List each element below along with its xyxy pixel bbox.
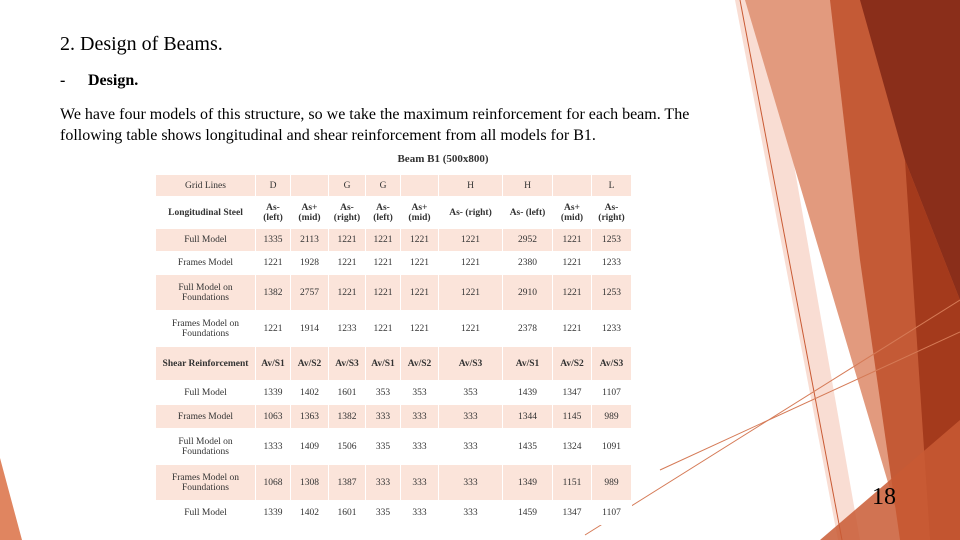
empty-cell [401, 175, 439, 197]
column-header: Av/S1 [256, 347, 291, 381]
table-cell: 333 [366, 405, 401, 429]
table-cell: 353 [439, 381, 503, 405]
table-cell: 1221 [553, 229, 592, 252]
table-row [156, 405, 632, 429]
table-cell: 1063 [256, 405, 291, 429]
table-cell: 1221 [366, 311, 401, 347]
column-header: As+ (mid) [553, 197, 592, 229]
table-caption: Beam B1 (500x800) [397, 153, 489, 165]
column-header: Av/S1 [366, 347, 401, 381]
row-label: Full Model [156, 229, 256, 252]
table-cell: 1221 [439, 229, 503, 252]
table-cell: 1233 [329, 311, 366, 347]
table-cell: 1221 [401, 229, 439, 252]
table-cell: 1145 [553, 405, 592, 429]
table-cell: 333 [401, 429, 439, 465]
table-cell: 333 [439, 465, 503, 501]
table-cell: 1221 [439, 311, 503, 347]
table-cell: 1221 [401, 275, 439, 311]
empty-cell [553, 175, 592, 197]
table-cell: 1439 [503, 381, 553, 405]
grid-line-cell: H [439, 175, 503, 197]
table-cell: 1601 [329, 381, 366, 405]
table-cell: 2757 [291, 275, 329, 311]
shear-label: Shear Reinforcement [156, 347, 256, 381]
left-edge-triangle [0, 458, 22, 540]
row-label: Frames Model on Foundations [156, 311, 256, 347]
table-cell: 1221 [256, 311, 291, 347]
table-cell: 1324 [553, 429, 592, 465]
table-row [156, 381, 632, 405]
bullet-text: Design. [88, 72, 139, 89]
table-cell: 1221 [553, 252, 592, 275]
table-cell: 1363 [291, 405, 329, 429]
column-header: As- (right) [592, 197, 632, 229]
table-cell: 1387 [329, 465, 366, 501]
table-cell: 333 [439, 405, 503, 429]
table-row [156, 465, 632, 501]
table-cell: 333 [401, 501, 439, 525]
column-header: Av/S1 [503, 347, 553, 381]
slide-number: 18 [872, 484, 896, 510]
table-cell: 1221 [401, 252, 439, 275]
table-cell: 1068 [256, 465, 291, 501]
column-header: Av/S2 [291, 347, 329, 381]
grid-line-cell: G [366, 175, 401, 197]
table-row [156, 311, 632, 347]
column-header: Av/S3 [329, 347, 366, 381]
table-cell: 1402 [291, 381, 329, 405]
table-cell: 2952 [503, 229, 553, 252]
long-header-row [156, 197, 632, 229]
column-header: As- (right) [439, 197, 503, 229]
grid-line-cell: G [329, 175, 366, 197]
table-cell: 1333 [256, 429, 291, 465]
row-label: Full Model on Foundations [156, 429, 256, 465]
row-label: Frames Model [156, 252, 256, 275]
column-header: Av/S2 [553, 347, 592, 381]
table-cell: 1914 [291, 311, 329, 347]
column-header: As- (left) [256, 197, 291, 229]
table-row [156, 252, 632, 275]
beam-reinforcement-table [155, 174, 632, 525]
table-cell: 333 [439, 501, 503, 525]
table-cell: 353 [366, 381, 401, 405]
table-cell: 1233 [592, 252, 632, 275]
table-cell: 1506 [329, 429, 366, 465]
row-label: Frames Model on Foundations [156, 465, 256, 501]
table-cell: 1382 [256, 275, 291, 311]
table-cell: 1221 [366, 229, 401, 252]
column-header: As- (left) [503, 197, 553, 229]
bullet-item [60, 72, 138, 90]
table-cell: 333 [401, 465, 439, 501]
table-cell: 1107 [592, 501, 632, 525]
column-header: Av/S3 [439, 347, 503, 381]
column-header: As+ (mid) [401, 197, 439, 229]
table-cell: 333 [401, 405, 439, 429]
table-cell: 1402 [291, 501, 329, 525]
table-row [156, 429, 632, 465]
table-cell: 1221 [439, 252, 503, 275]
table-cell: 333 [439, 429, 503, 465]
grid-lines-row [156, 175, 632, 197]
table-cell: 1347 [553, 501, 592, 525]
table-cell: 1459 [503, 501, 553, 525]
table-cell: 1221 [553, 311, 592, 347]
body-paragraph: We have four models of this structure, so we take the maximum reinforcement for each beam. The following table shows longitudinal and shear reinforcement from all models for B1. [60, 106, 690, 144]
table-cell: 2380 [503, 252, 553, 275]
table-cell: 1928 [291, 252, 329, 275]
table-cell: 1409 [291, 429, 329, 465]
table-cell: 1221 [401, 311, 439, 347]
row-label: Full Model on Foundations [156, 275, 256, 311]
table-cell: 1349 [503, 465, 553, 501]
table-cell: 1221 [366, 252, 401, 275]
grid-lines-label: Grid Lines [156, 175, 256, 197]
table-cell: 1339 [256, 501, 291, 525]
long-steel-label: Longitudinal Steel [156, 197, 256, 229]
table-cell: 1347 [553, 381, 592, 405]
row-label: Frames Model [156, 405, 256, 429]
table-cell: 1107 [592, 381, 632, 405]
row-label: Full Model [156, 501, 256, 525]
table-cell: 333 [366, 465, 401, 501]
grid-line-cell: D [256, 175, 291, 197]
shear-header-row [156, 347, 632, 381]
table-cell: 2910 [503, 275, 553, 311]
table-cell: 1344 [503, 405, 553, 429]
table-cell: 1221 [329, 275, 366, 311]
table-cell: 1253 [592, 229, 632, 252]
column-header: As- (right) [329, 197, 366, 229]
table-cell: 335 [366, 501, 401, 525]
table-cell: 1335 [256, 229, 291, 252]
table-cell: 1221 [329, 252, 366, 275]
empty-cell [291, 175, 329, 197]
column-header: Av/S3 [592, 347, 632, 381]
table-cell: 1221 [439, 275, 503, 311]
bullet-dash: - [60, 72, 66, 89]
table-cell: 2113 [291, 229, 329, 252]
table-cell: 353 [401, 381, 439, 405]
slide-title: 2. Design of Beams. [60, 33, 223, 55]
row-label: Full Model [156, 381, 256, 405]
table-cell: 1253 [592, 275, 632, 311]
table-cell: 1435 [503, 429, 553, 465]
table-cell: 1151 [553, 465, 592, 501]
column-header: As- (left) [366, 197, 401, 229]
column-header: As+ (mid) [291, 197, 329, 229]
table-row [156, 275, 632, 311]
column-header: Av/S2 [401, 347, 439, 381]
table-cell: 1091 [592, 429, 632, 465]
table-cell: 1382 [329, 405, 366, 429]
grid-line-cell: L [592, 175, 632, 197]
table-cell: 2378 [503, 311, 553, 347]
table-row [156, 501, 632, 525]
table-cell: 989 [592, 405, 632, 429]
table-cell: 1308 [291, 465, 329, 501]
table-cell: 1221 [553, 275, 592, 311]
table-cell: 1601 [329, 501, 366, 525]
table-cell: 1221 [256, 252, 291, 275]
table-cell: 1221 [329, 229, 366, 252]
table-cell: 1221 [366, 275, 401, 311]
grid-line-cell: H [503, 175, 553, 197]
table-cell: 335 [366, 429, 401, 465]
table-cell: 1339 [256, 381, 291, 405]
table-cell: 989 [592, 465, 632, 501]
table-cell: 1233 [592, 311, 632, 347]
table-row [156, 229, 632, 252]
